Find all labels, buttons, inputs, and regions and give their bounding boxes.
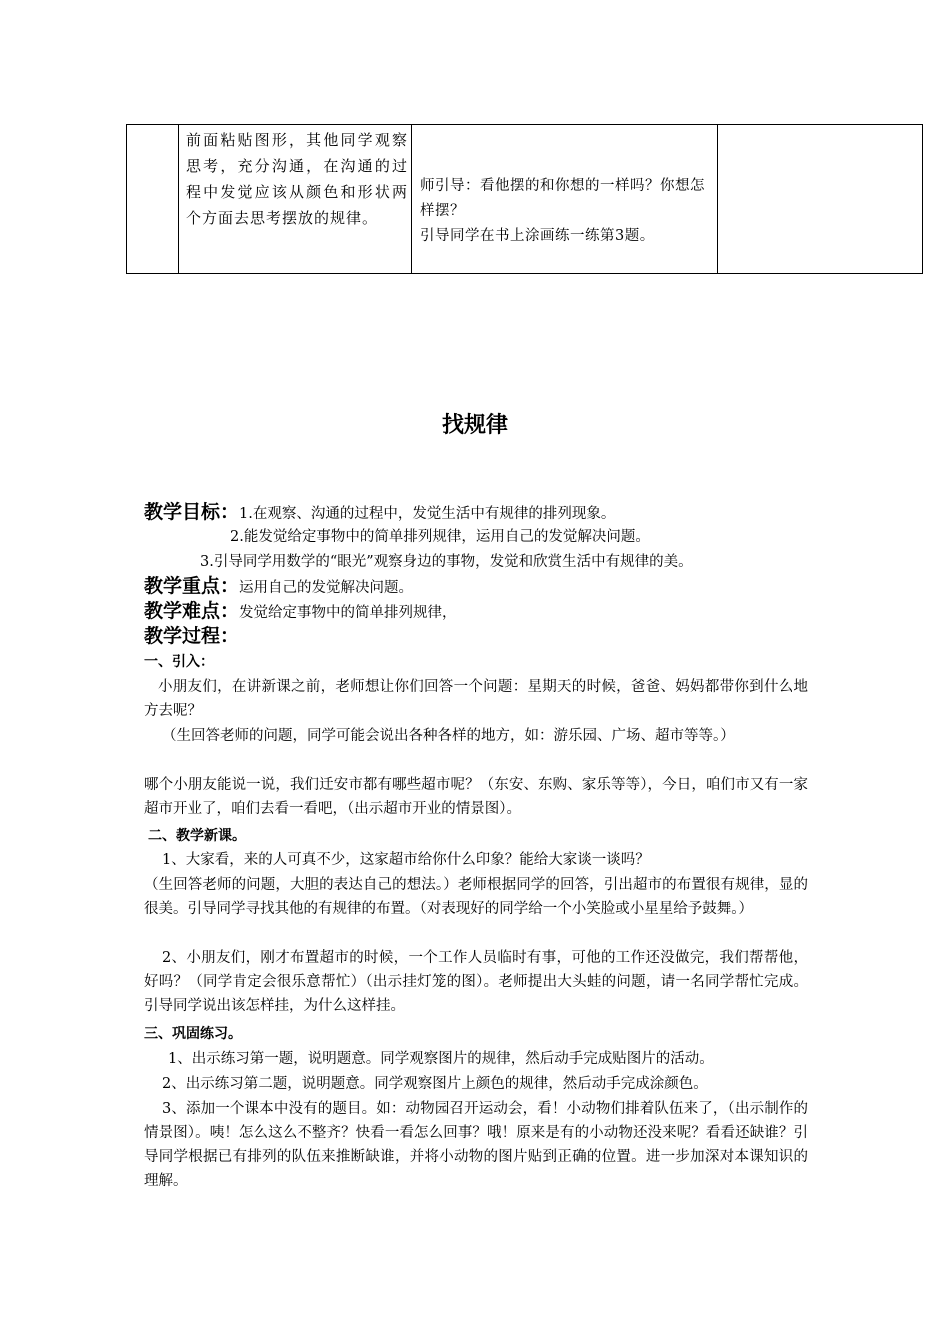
process-heading: 教学过程： <box>144 625 240 647</box>
table-divider <box>178 125 179 273</box>
process-line <box>144 624 814 650</box>
difficulty-heading: 教学难点： <box>144 600 240 622</box>
goal-1: 1.在观察、沟通的过程中，发觉生活中有规律的排列现象。 <box>239 506 616 522</box>
table-cell-teacher-guidance <box>420 174 715 249</box>
section-heading: 三、巩固练习。 <box>144 1026 242 1042</box>
paragraph: 小朋友们，在讲新课之前，老师想让你们回答一个问题：星期天的时候，爸爸、妈妈都带你到什么地方去呢？ <box>144 679 808 719</box>
page-title: 找规律 <box>441 413 508 438</box>
goal-2: 2.能发觉给定事物中的简单排列规律，运用自己的发觉解决问题。 <box>230 529 650 545</box>
paragraph: 2、出示练习第二题，说明题意。同学观察图片上颜色的规律，然后动手完成涂颜色。 <box>162 1076 708 1092</box>
table-divider <box>411 125 412 273</box>
goals-line <box>144 500 814 526</box>
paragraph: （生回答老师的问题，大胆的表达自己的想法。）老师根据同学的回答，引出超市的布置很有规律，显的很美。引导同学寻找其他的有规律的布置。（对表现好的同学给一个小笑脸或小星星给予鼓舞。） <box>144 877 808 917</box>
section-heading: 二、教学新课。 <box>148 828 246 844</box>
paragraph: （生回答老师的问题，同学可能会说出各种各样的地方，如：游乐园、广场、超市等等。） <box>162 728 735 744</box>
paragraph: 1、大家看，来的人可真不少，这家超市给你什么印象？能给大家谈一谈吗？ <box>162 852 650 868</box>
section-heading: 一、引入： <box>144 654 214 670</box>
paragraph: 3、添加一个课本中没有的题目。如：动物园召开运动会，看！小动物们排着队伍来了，（出示制作的情景图）。咦！怎么这么不整齐？快看一看怎么回事？哦！原来是有的小动物还没来呢？看看还缺谁？引导同学根据已有排列的队伍来推断缺谁，并将小动物的图片贴到正确的位置。进一步加深对本课知识的理解。 <box>144 1101 808 1189</box>
paragraph: 2、小朋友们，刚才布置超市的时候，一个工作人员临时有事，可他的工作还没做完，我们帮帮他，好吗？（同学肯定会很乐意帮忙）（出示挂灯笼的图）。老师提出大头蛙的问题，请一名同学帮忙完成。引导同学说出该怎样挂，为什么这样挂。 <box>144 950 808 1014</box>
paragraph: 哪个小朋友能说一说，我们迁安市都有哪些超市呢？（东安、东购、家乐等等），今日，咱们市又有一家超市开业了，咱们去看一看吧，（出示超市开业的情景图）。 <box>144 777 808 817</box>
guidance-line: 引导同学在书上涂画练一练第3题。 <box>420 228 655 244</box>
paragraph: 1、出示练习第一题，说明题意。同学观察图片的规律，然后动手完成贴图片的活动。 <box>168 1051 714 1067</box>
difficulty-line <box>144 599 814 625</box>
goals-heading: 教学目标： <box>144 501 240 523</box>
key-text: 运用自己的发觉解决问题。 <box>239 580 414 596</box>
goal-3: 3.引导同学用数学的“眼光”观察身边的事物，发觉和欣赏生活中有规律的美。 <box>200 554 693 570</box>
key-heading: 教学重点： <box>144 575 240 597</box>
difficulty-text: 发觉给定事物中的简单排列规律， <box>239 605 457 621</box>
table-divider <box>717 125 718 273</box>
key-line <box>144 574 814 600</box>
guidance-line: 师引导：看他摆的和你想的一样吗？你想怎样摆？ <box>420 178 705 219</box>
table-cell-student-activity: 前面粘贴图形，其他同学观察思考，充分沟通，在沟通的过程中发觉应该从颜色和形状两个方面去思考摆放的规律。 <box>186 131 408 227</box>
